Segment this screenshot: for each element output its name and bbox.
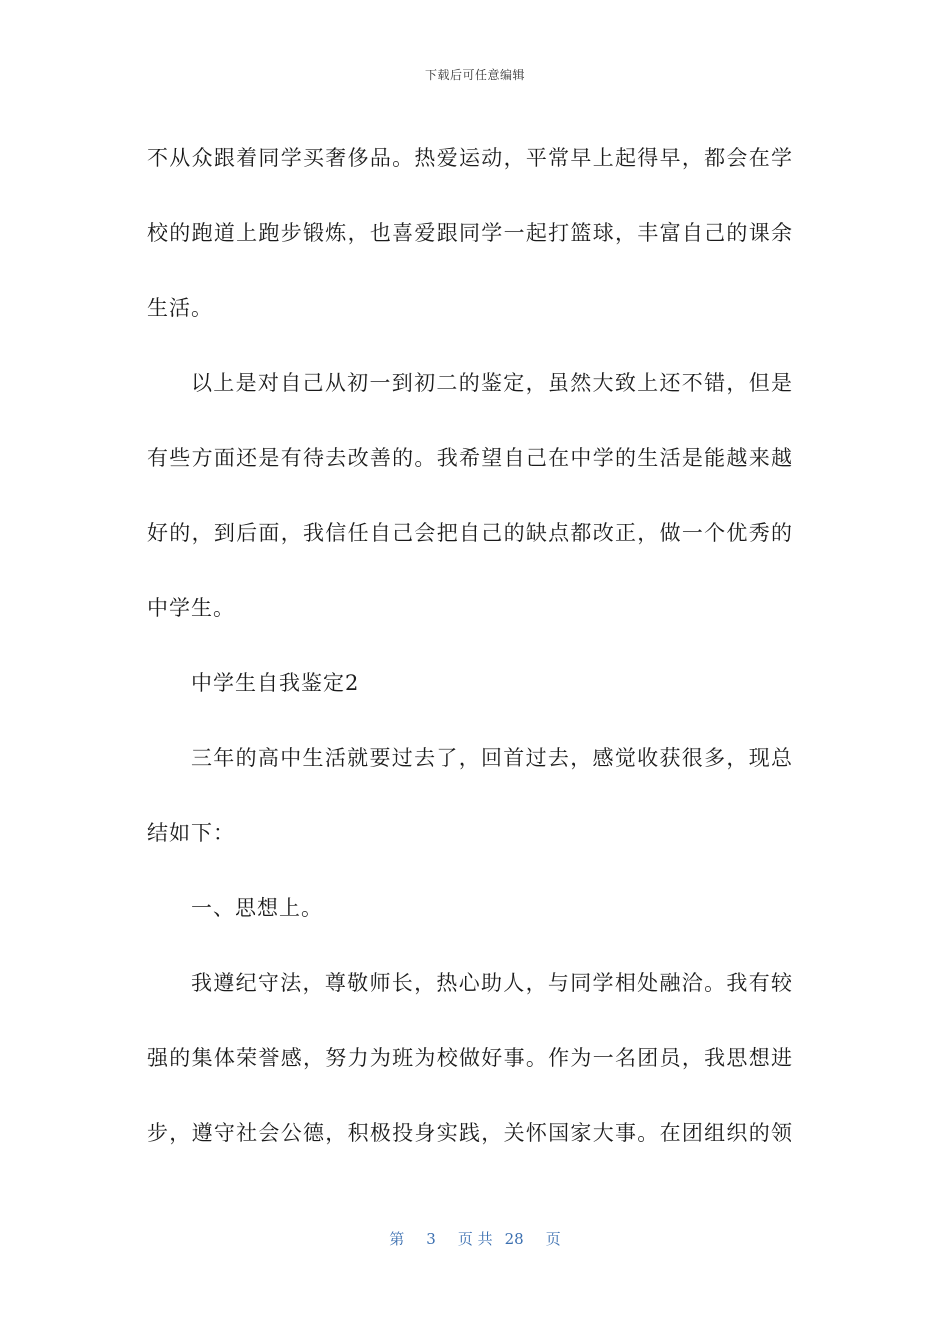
paragraph-line: 好的，到后面，我信任自己会把自己的缺点都改正，做一个优秀的	[147, 521, 793, 545]
current-page-number: 3	[426, 1230, 436, 1248]
paragraph-line: 不从众跟着同学买奢侈品。热爱运动，平常早上起得早，都会在学	[147, 146, 793, 170]
section-heading: 中学生自我鉴定2	[191, 671, 360, 695]
paragraph-line: 生活。	[147, 296, 213, 320]
paragraph-line: 中学生。	[147, 596, 235, 620]
paragraph-line: 有些方面还是有待去改善的。我希望自己在中学的生活是能越来越	[147, 446, 793, 470]
paragraph-line: 以上是对自己从初一到初二的鉴定，虽然大致上还不错，但是	[191, 371, 793, 395]
subsection-heading: 一、思想上。	[191, 896, 323, 920]
footer-middle: 页 共	[457, 1230, 493, 1248]
total-pages-number: 28	[504, 1230, 524, 1248]
footer-prefix: 第	[389, 1230, 405, 1248]
page-header-note: 下载后可任意编辑	[424, 68, 525, 82]
footer-suffix: 页	[545, 1230, 561, 1248]
document-body	[147, 121, 793, 1171]
paragraph-line: 校的跑道上跑步锻炼，也喜爱跟同学一起打篮球，丰富自己的课余	[147, 221, 793, 245]
page-footer	[0, 1228, 950, 1249]
paragraph-line: 我遵纪守法，尊敬师长，热心助人，与同学相处融洽。我有较	[191, 971, 793, 995]
paragraph-line: 三年的高中生活就要过去了，回首过去，感觉收获很多，现总	[191, 746, 793, 770]
paragraph-line: 强的集体荣誉感，努力为班为校做好事。作为一名团员，我思想进	[147, 1046, 793, 1070]
paragraph-line: 结如下：	[147, 821, 235, 845]
paragraph-line: 步，遵守社会公德，积极投身实践，关怀国家大事。在团组织的领	[147, 1121, 793, 1145]
